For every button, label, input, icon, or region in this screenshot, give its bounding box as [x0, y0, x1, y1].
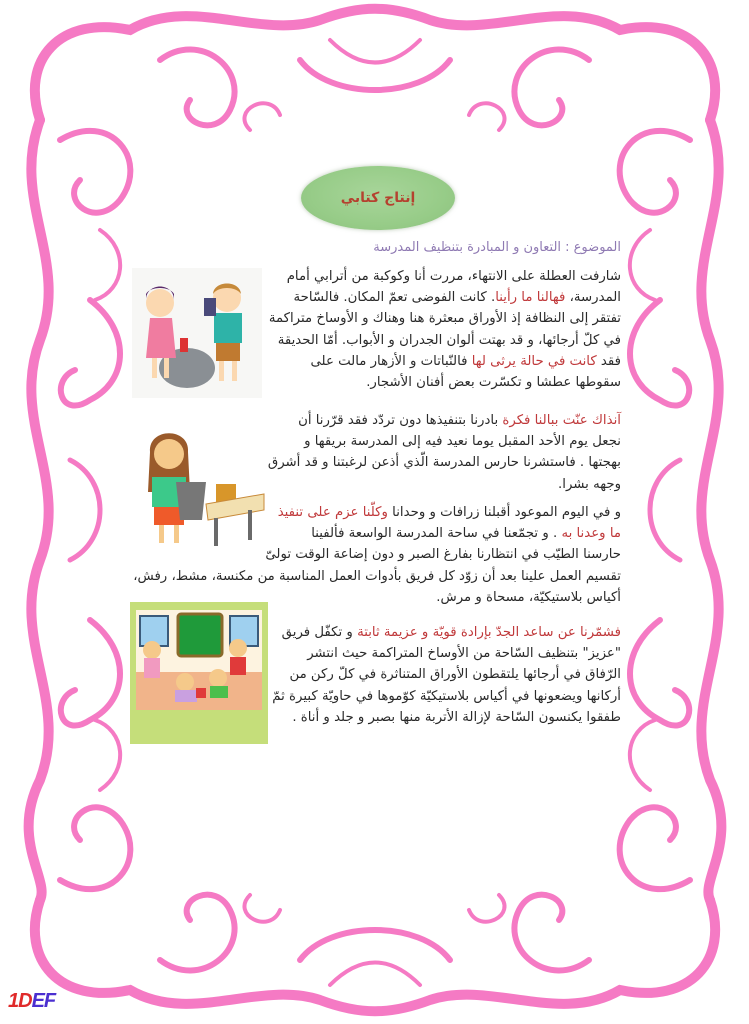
highlighted-phrase: آنذاك عنّت ببالنا فكرة — [502, 413, 621, 428]
text-line: شارفت العطلة على الانتهاء، مررت أنا وكوكبة من أترابي أمام — [286, 269, 621, 284]
text-line: حارسنا الطيّب في انتظارنا بفارغ الصبر و دون إضاعة الوقت تولىّ — [265, 547, 621, 563]
site-logo: 1DEF — [8, 990, 56, 1012]
paragraph-4 — [261, 622, 621, 728]
text-line: الرّفاق في أرجائها يلتقطون الأوراق المتناثرة في كلّ ركن من — [289, 667, 621, 683]
text-line: في كلّ أرجائها، و قد بهتت ألوان الجدران و الأبواب. أمّا الحديقة — [277, 332, 621, 348]
highlighted-phrase: كانت في حالة يرثى لها — [471, 353, 597, 369]
text-line: تفتقر إلى النظافة إذ الأوراق مبعثرة هنا وهناك و الأوساخ متراكمة — [268, 311, 621, 327]
topic-line: الموضوع : التعاون و المبادرة بتنظيف المدرسة — [373, 240, 621, 255]
text-line: طفقوا يكنسون السّاحة لإزالة الأتربة منها بصبر و جلد و أناة . — [292, 709, 621, 725]
paragraph-2 — [251, 410, 621, 495]
text-line: وجهه بشرا. — [558, 476, 621, 492]
text-line: تقسيم العمل علينا بعد أن زوّد كل فريق بأدوات العمل المناسبة من مكنسة، مشط، رفش، — [133, 568, 621, 584]
title-badge — [301, 166, 455, 230]
text-line: فقد كانت في حالة يرثى لها فالنّباتات و الأزهار مالت على — [310, 353, 621, 369]
document-title: إنتاج كتابي — [340, 190, 416, 206]
highlighted-phrase: فشمّرنا عن ساعد الجدّ بإرادة قويّة و عزيمة ثابتة — [357, 625, 621, 640]
text-line: نجعل يوم الأحد المقبل يوما نعيد فيه إلى المدرسة بريقها و — [304, 434, 621, 450]
highlighted-phrase: ما وعدنا به — [561, 526, 621, 542]
text-line: أركانها ويضعونها في أكياس بلاستيكيّة كوّموها في حاويّة كبيرة ثمّ — [272, 688, 621, 704]
highlighted-phrase: فهالنا ما رأينا — [495, 290, 566, 306]
paragraph-3 — [121, 502, 621, 608]
paragraph-1 — [266, 266, 621, 393]
text-line: ما وعدنا به . و تجمّعنا في ساحة المدرسة الواسعة فألفينا — [311, 526, 621, 542]
highlighted-phrase: وكلّنا عزم على تنفيذ — [277, 505, 388, 520]
text-line: "عزيز" بتنظيف السّاحة من الأوساخ المتراكمة حيث انتشر — [307, 646, 621, 662]
text-line: فشمّرنا عن ساعد الجدّ بإرادة قويّة و عزيمة ثابتة و تكفّل فريق — [281, 625, 621, 640]
text-line: آنذاك عنّت ببالنا فكرة بادرنا بتنفيذها دون تردّد فقد قرّرنا أن — [298, 413, 621, 428]
text-line: سقوطها عطشا و تكسّرت بعض أفنان الأشجار. — [366, 375, 621, 391]
text-line: و في اليوم الموعود أقبلنا زرافات و وحدانا وكلّنا عزم على تنفيذ — [277, 505, 621, 520]
text-line: المدرسة، فهالنا ما رأينا. كانت الفوضى تعمّ المكان. فالسّاحة — [293, 290, 621, 306]
children-cleaning-classroom-illustration — [130, 602, 268, 744]
worksheet-page — [118, 150, 633, 850]
children-collecting-trash-illustration — [132, 268, 262, 398]
text-line: أكياس بلاستيكيّة، مسحاة و مرش. — [436, 589, 621, 605]
text-line: بهجتها . فاستشرنا حارس المدرسة الّذي أذعن لرغبتنا و قد أشرق — [267, 455, 621, 471]
